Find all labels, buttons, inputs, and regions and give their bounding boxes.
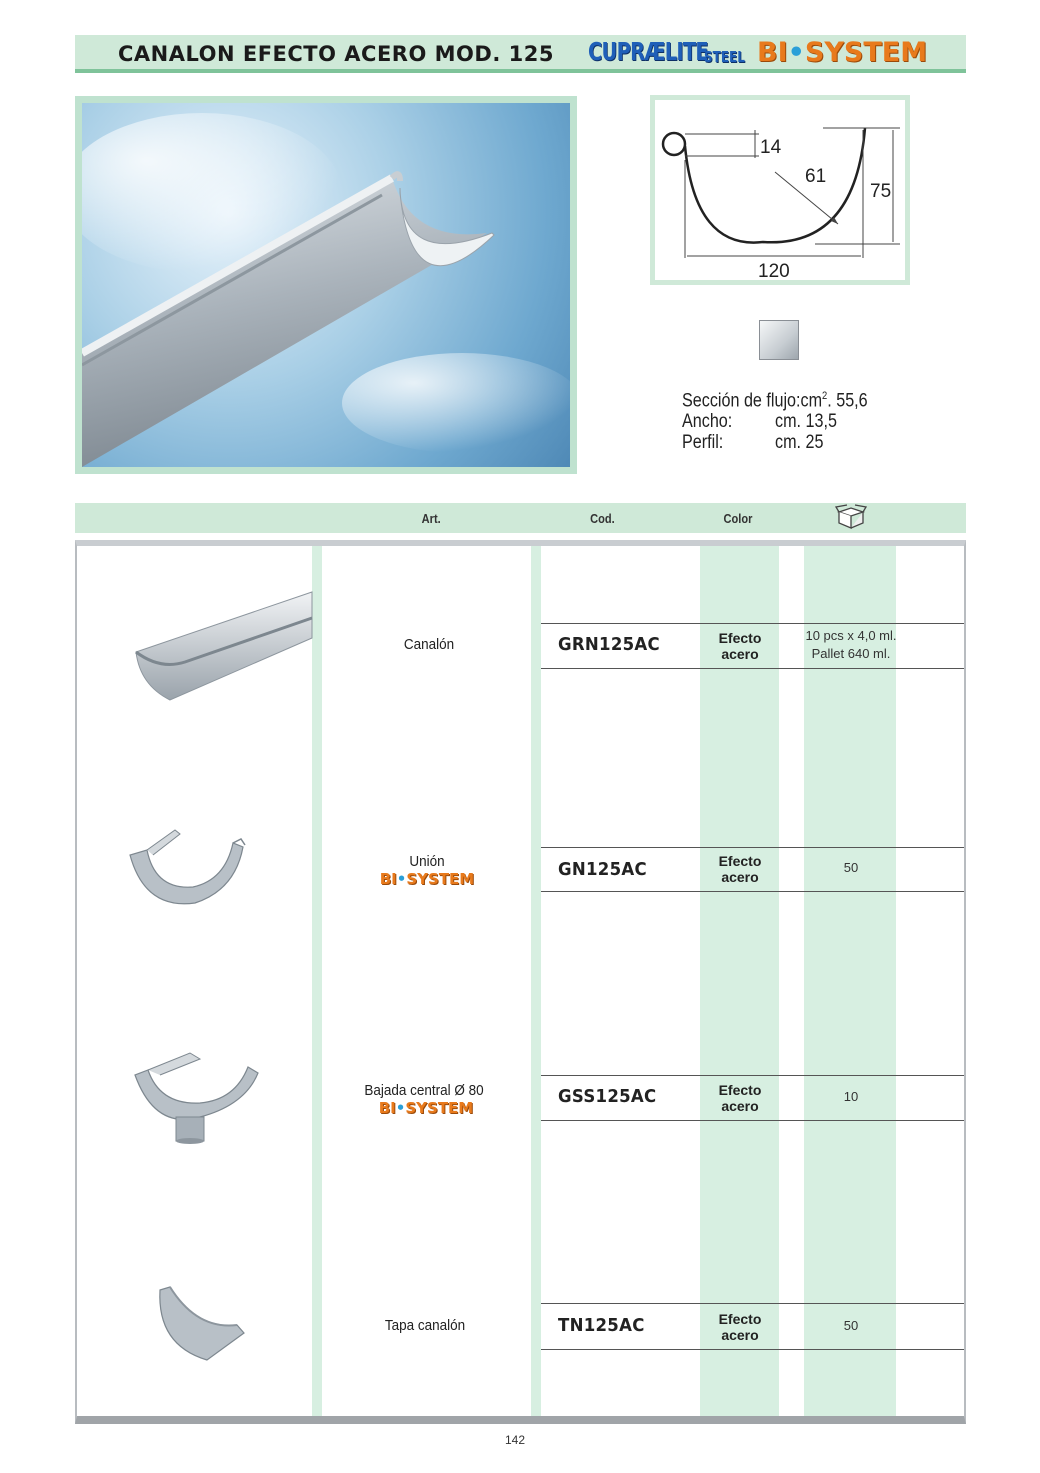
dim-lip-label: 14	[760, 137, 782, 158]
row-color-line2: acero	[721, 1098, 759, 1114]
cross-section-diagram	[650, 95, 910, 285]
row-code: GSS125AC	[558, 1086, 657, 1107]
row-bottom-rule	[541, 891, 964, 892]
row-pack	[791, 1088, 911, 1106]
row-top-rule	[541, 1075, 964, 1076]
bead-circle	[663, 133, 685, 155]
spec-flow-label: Sección de flujo:	[682, 390, 801, 412]
spec-width-value: cm. 13,5	[775, 411, 837, 432]
page-title: CANALON EFECTO ACERO MOD. 125	[118, 42, 554, 66]
water-background-image	[82, 103, 570, 467]
gutter-profile-drawing	[655, 100, 905, 280]
row-color	[700, 1311, 780, 1343]
row-color	[700, 853, 780, 885]
row-pack-line1: 10 pcs x 4,0 ml.	[805, 628, 897, 643]
page-number: 142	[505, 1433, 526, 1447]
box-icon	[835, 504, 867, 535]
spec-profile-label: Perfil:	[682, 432, 724, 453]
product-photo	[75, 96, 577, 474]
bi-system-logo-dot: •	[787, 37, 805, 68]
gutter-photo-illustration	[82, 103, 570, 467]
row-pack	[791, 1317, 911, 1335]
row-bottom-rule	[541, 1349, 964, 1350]
row-pack-line1: 50	[843, 860, 859, 875]
steel-color-swatch	[759, 320, 799, 360]
row-bottom-rule	[541, 668, 964, 669]
row-code: GRN125AC	[558, 634, 660, 655]
row-article-name: Unión	[409, 853, 445, 870]
spec-flow-value: . 55,6	[827, 390, 868, 412]
row-color-line1: Efecto	[718, 1082, 762, 1098]
row-top-rule	[541, 623, 964, 624]
dim-width-label: 120	[758, 261, 790, 280]
header-color: Color	[723, 511, 753, 526]
row-bi-system-logo: BI•SYSTEM	[378, 1099, 474, 1117]
bi-system-logo-system: SYSTEM	[804, 37, 928, 68]
tapa-canalon-product-image	[152, 1285, 252, 1370]
row-color-line1: Efecto	[718, 630, 762, 646]
header-cod: Cod.	[590, 511, 615, 526]
spec-profile-value: cm. 25	[775, 432, 824, 453]
pack-column-stripe	[804, 546, 896, 1416]
row-color-line1: Efecto	[718, 1311, 762, 1327]
spec-width-label: Ancho:	[682, 411, 733, 432]
steel-logo: STEEL	[704, 48, 745, 66]
row-pack	[791, 859, 911, 877]
row-color-line2: acero	[721, 869, 759, 885]
cupraelite-logo: CUPRÆLITE	[588, 37, 708, 66]
spec-flow	[682, 390, 868, 412]
row-color-line2: acero	[721, 1327, 759, 1343]
row-color-line2: acero	[721, 646, 759, 662]
row-pack-line2: Pallet 640 ml.	[811, 646, 891, 661]
row-color	[700, 1082, 780, 1114]
union-product-image	[125, 825, 250, 920]
cross-section-canvas	[655, 100, 905, 280]
dim-radius-label: 61	[805, 166, 827, 187]
row-pack	[791, 627, 911, 663]
table-header	[75, 503, 966, 533]
row-code: GN125AC	[558, 859, 647, 880]
row-bi-system-logo: BI•SYSTEM	[379, 870, 475, 888]
row-code: TN125AC	[558, 1315, 645, 1336]
bajada-central-product-image	[130, 1045, 265, 1150]
row-top-rule	[541, 847, 964, 848]
canalon-product-image	[130, 590, 315, 710]
row-article-name: Canalón	[403, 636, 455, 653]
header-art: Art.	[421, 511, 441, 526]
row-article-name: Tapa canalón	[384, 1317, 466, 1334]
column-divider-stripe	[531, 546, 541, 1416]
row-article-name: Bajada central Ø 80	[364, 1082, 484, 1099]
bi-system-logo	[757, 37, 927, 68]
spec-flow-unit: cm	[800, 390, 823, 412]
bi-system-logo-bi: BI	[757, 37, 788, 68]
row-color	[700, 630, 780, 662]
row-pack-line1: 10	[843, 1089, 859, 1104]
row-bottom-rule	[541, 1120, 964, 1121]
row-color-line1: Efecto	[718, 853, 762, 869]
row-pack-line1: 50	[843, 1318, 859, 1333]
color-column-stripe	[700, 546, 779, 1416]
spec-flow-unit-sup: 2	[822, 390, 828, 402]
row-top-rule	[541, 1303, 964, 1304]
dim-height-label: 75	[870, 181, 892, 202]
